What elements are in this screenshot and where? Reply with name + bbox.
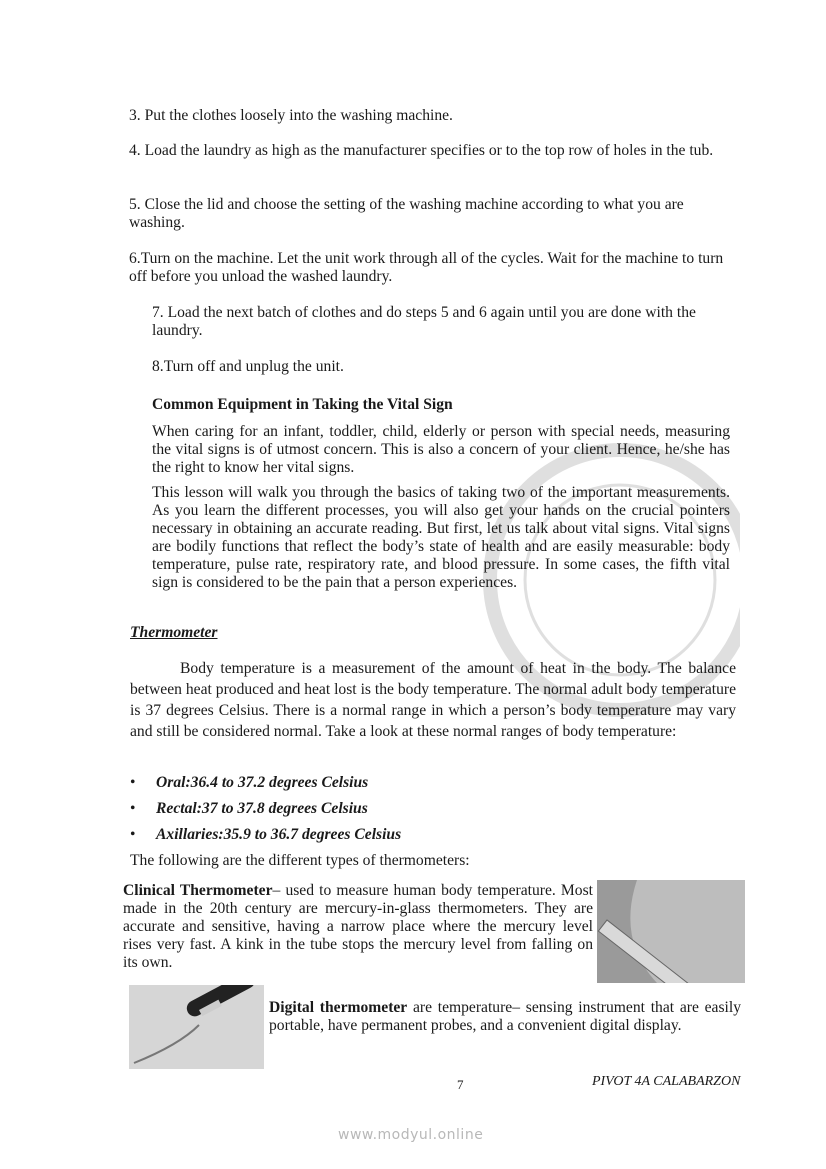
- page-number: 7: [457, 1077, 464, 1092]
- step-6: 6.Turn on the machine. Let the unit work through all of the cycles. Wait for the machine to turn off before you unload the washed laundry.: [129, 250, 724, 285]
- paragraph: Body temperature is a measurement of the amount of heat in the body. The balance between heat produced and heat lost is the body temperature. The normal adult body temperature is 37 degrees Celsius. There is a normal range in which a person’s body temperature may vary and still be considered normal. Take a look at these normal ranges of body temperature:: [130, 660, 736, 740]
- publisher-label: PIVOT 4A CALABARZON: [592, 1074, 741, 1089]
- clinical-thermometer-image: [597, 880, 745, 983]
- step-5: 5. Close the lid and choose the setting of the washing machine according to what you are washing.: [129, 196, 684, 231]
- digital-thermometer-image: [129, 985, 264, 1069]
- step-8: 8.Turn off and unplug the unit.: [152, 358, 344, 375]
- site-watermark: www.modyul.online: [338, 1127, 484, 1143]
- clinical-thermometer-text: Clinical Thermometer– used to measure human body temperature. Most made in the 20th century are mercury-in-glass thermometers. They are accurate and sensitive, having a narrow place where the mercury level rises very fast. A kink in the tube stops the mercury level from falling on its own.: [123, 882, 593, 971]
- step-4: 4. Load the laundry as high as the manufacturer specifies or to the top row of holes in the tub.: [129, 142, 714, 159]
- step-3: 3. Put the clothes loosely into the washing machine.: [129, 107, 453, 124]
- thermometer-heading: Thermometer: [130, 624, 218, 641]
- paragraph: When caring for an infant, toddler, child, elderly or person with special needs, measuring the vital signs is of utmost concern. This is also a concern of your client. Hence, he/she has the right to know her vital signs.: [152, 423, 730, 476]
- types-intro: The following are the different types of thermometers:: [130, 852, 470, 869]
- digital-thermometer-text: Digital thermometer are temperature– sensing instrument that are easily portable, have permanent probes, and a convenient digital display.: [269, 999, 741, 1034]
- paragraph: This lesson will walk you through the basics of taking two of the important measurements. As you learn the different processes, you will also get your hands on the crucial pointers necessary in obtaining an accurate reading. But first, let us talk about vital signs. Vital signs are bodily functions that reflect the body’s state of health and are easily measurable: body temperature, pulse rate, respiratory rate, and blood pressure. In some cases, the fifth vital sign is considered to be the pain that a person experiences.: [152, 484, 730, 591]
- section-heading: Common Equipment in Taking the Vital Sign: [152, 396, 453, 413]
- document-page: 3. Put the clothes loosely into the washing machine. 4. Load the laundry as high as the manufacturer specifies or to the top row of holes in the tub. 5. Close the lid and choose the setting of the washing machine according to what you are washing. 6.Turn on the machine. Let the unit work through all of the cycles. Wait for the machine to turn off before you unload the washed laundry. 7. Load the next batch of clothes and do steps 5 and 6 again until you are done with the laundry. 8.Turn off and unplug the unit. Common Equipment in Taking the Vital Sign When caring for an infant, toddler, child, elderly or person with special needs, measuring the vital signs is of utmost concern. This is also a concern of your client. Hence, he/she has the right to know her vital signs. This lesson will walk you through the basics of taking two of the important measurements. As you learn the different processes, you will also get your hands on the crucial pointers necessary in obtaining an accurate reading. But first, let us talk about vital signs. Vital signs are bodily functions that reflect the body’s state of health and are easily measurable: body temperature, pulse rate, respiratory rate, and blood pressure. In some cases, the fifth vital sign is considered to be the pain that a person experiences. Thermometer Body temperature is a measurement of the amount of heat in the body. The balance between heat produced and heat lost is the body temperature. The normal adult body temperature is 37 degrees Celsius. There is a normal range in which a person’s body temperature may vary and still be considered normal. Take a look at these normal ranges of body temperature: • Oral:36.4 to 37.2 degrees Celsius • Rectal:37 to 37.8 degrees Celsius • Axillaries:35.9 to 36.7 degrees Celsius The following are the different types of thermometers: Clinical Thermometer– used to measure human body temperature. Most made in the 20th century are mercury-in-glass thermometers. They are accurate and sensitive, having a narrow place where the mercury level rises very fast. A kink in the tube stops the mercury level from falling on its own. Digital thermometer are temperature– sensing instrument that are easily portable, have permanent probes, and a convenient digital display. 7 PIVOT 4A CALABARZON www.modyul.online: [0, 0, 826, 1169]
- step-7: 7. Load the next batch of clothes and do steps 5 and 6 again until you are done with the laundry.: [152, 304, 696, 339]
